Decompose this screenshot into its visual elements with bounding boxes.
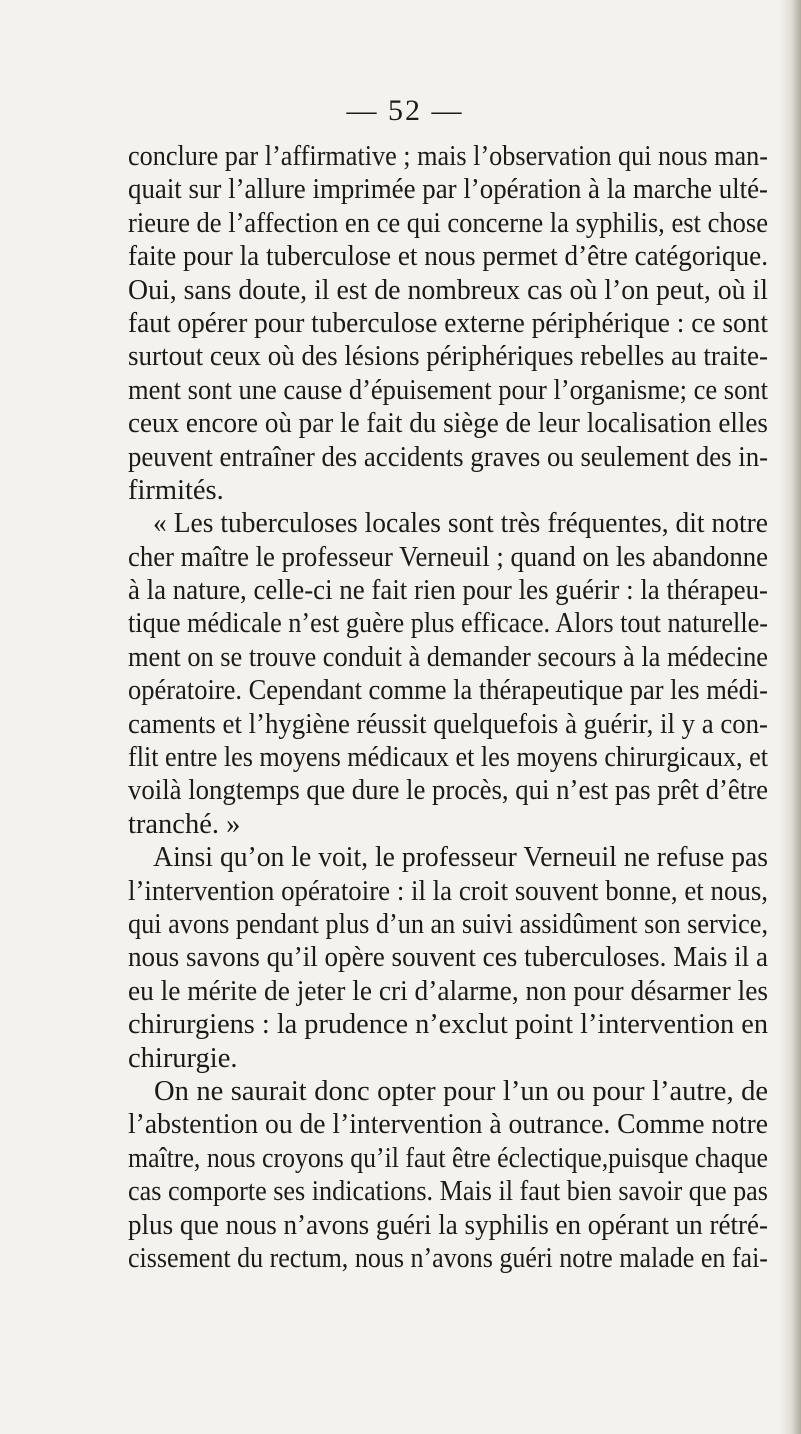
text-line: peuvent entraîner des accidents graves ou seulement des in- [128, 441, 769, 473]
text-line: faite pour la tuberculose et nous permet d’être catégorique. [128, 241, 768, 273]
text-line: Oui, sans doute, il est de nombreux cas où l’on peut, où il [128, 274, 768, 306]
text-line: cas comporte ses indications. Mais il faut bien savoir que pas [128, 1176, 768, 1208]
text-line: ceux encore où par le fait du siège de leur localisation elles [128, 408, 768, 440]
text-line: à la nature, celle-ci ne fait rien pour les guérir : la thérapeu- [128, 575, 769, 607]
text-line: qui avons pendant plus d’un an suivi assidûment son service, [128, 908, 769, 940]
text-line: On ne saurait donc opter pour l’un ou pour l’autre, de [154, 1075, 768, 1107]
text-line: cissement du rectum, nous n’avons guéri notre malade en fai- [128, 1242, 768, 1274]
text-line: faut opérer pour tuberculose externe périphérique : ce sont [128, 307, 768, 339]
text-line: « Les tuberculoses locales sont très fréquentes, dit notre [153, 508, 768, 540]
text-line: opératoire. Cependant comme la thérapeutique par les médi- [128, 675, 769, 707]
text-line: tique médicale n’est guère plus efficace. Alors tout naturelle- [128, 608, 769, 640]
text-line: firmités. [128, 474, 224, 506]
text-line: eu le mérite de jeter le cri d’alarme, non pour désarmer les [128, 975, 769, 1007]
text-line: flit entre les moyens médicaux et les moyens chirurgicaux, et [128, 742, 768, 774]
text-line: tranché. » [128, 808, 241, 840]
text-line: chirurgie. [128, 1042, 238, 1074]
page-number: — 52 — [346, 94, 464, 127]
text-line: chirurgiens : la prudence n’exclut point l’intervention en [128, 1009, 768, 1041]
text-line: l’abstention ou de l’intervention à outrance. Comme notre [128, 1109, 769, 1141]
text-line: voilà longtemps que dure le procès, qui n’est pas prêt d’être [128, 775, 768, 807]
text-line: nous savons qu’il opère souvent ces tuberculoses. Mais il a [128, 942, 769, 974]
text-line: surtout ceux où des lésions périphériques rebelles au traite- [128, 341, 768, 373]
text-line: cher maître le professeur Verneuil ; quand on les abandonne [128, 541, 769, 573]
text-line: maître, nous croyons qu’il faut être éclectique,puisque chaque [128, 1142, 768, 1174]
text-line: quait sur l’allure imprimée par l’opération à la marche ulté- [128, 174, 768, 206]
text-line: rieure de l’affection en ce qui concerne la syphilis, est chose [128, 207, 769, 239]
text-line: ment on se trouve conduit à demander secours à la médecine [128, 641, 768, 673]
text-line: plus que nous n’avons guéri la syphilis en opérant un rétré- [128, 1209, 769, 1241]
text-line: conclure par l’affirmative ; mais l’observation qui nous man- [128, 141, 768, 172]
body-text [128, 140, 768, 1275]
text-line: caments et l’hygiène réussit quelquefois à guérir, il y a con- [128, 708, 768, 740]
text-line: ment sont une cause d’épuisement pour l’organisme; ce sont [128, 374, 768, 406]
page-edge-shadow [779, 0, 801, 1434]
text-line: l’intervention opératoire : il la croit souvent bonne, et nous, [128, 875, 769, 907]
text-line: Ainsi qu’on le voit, le professeur Verneuil ne refuse pas [153, 842, 768, 874]
